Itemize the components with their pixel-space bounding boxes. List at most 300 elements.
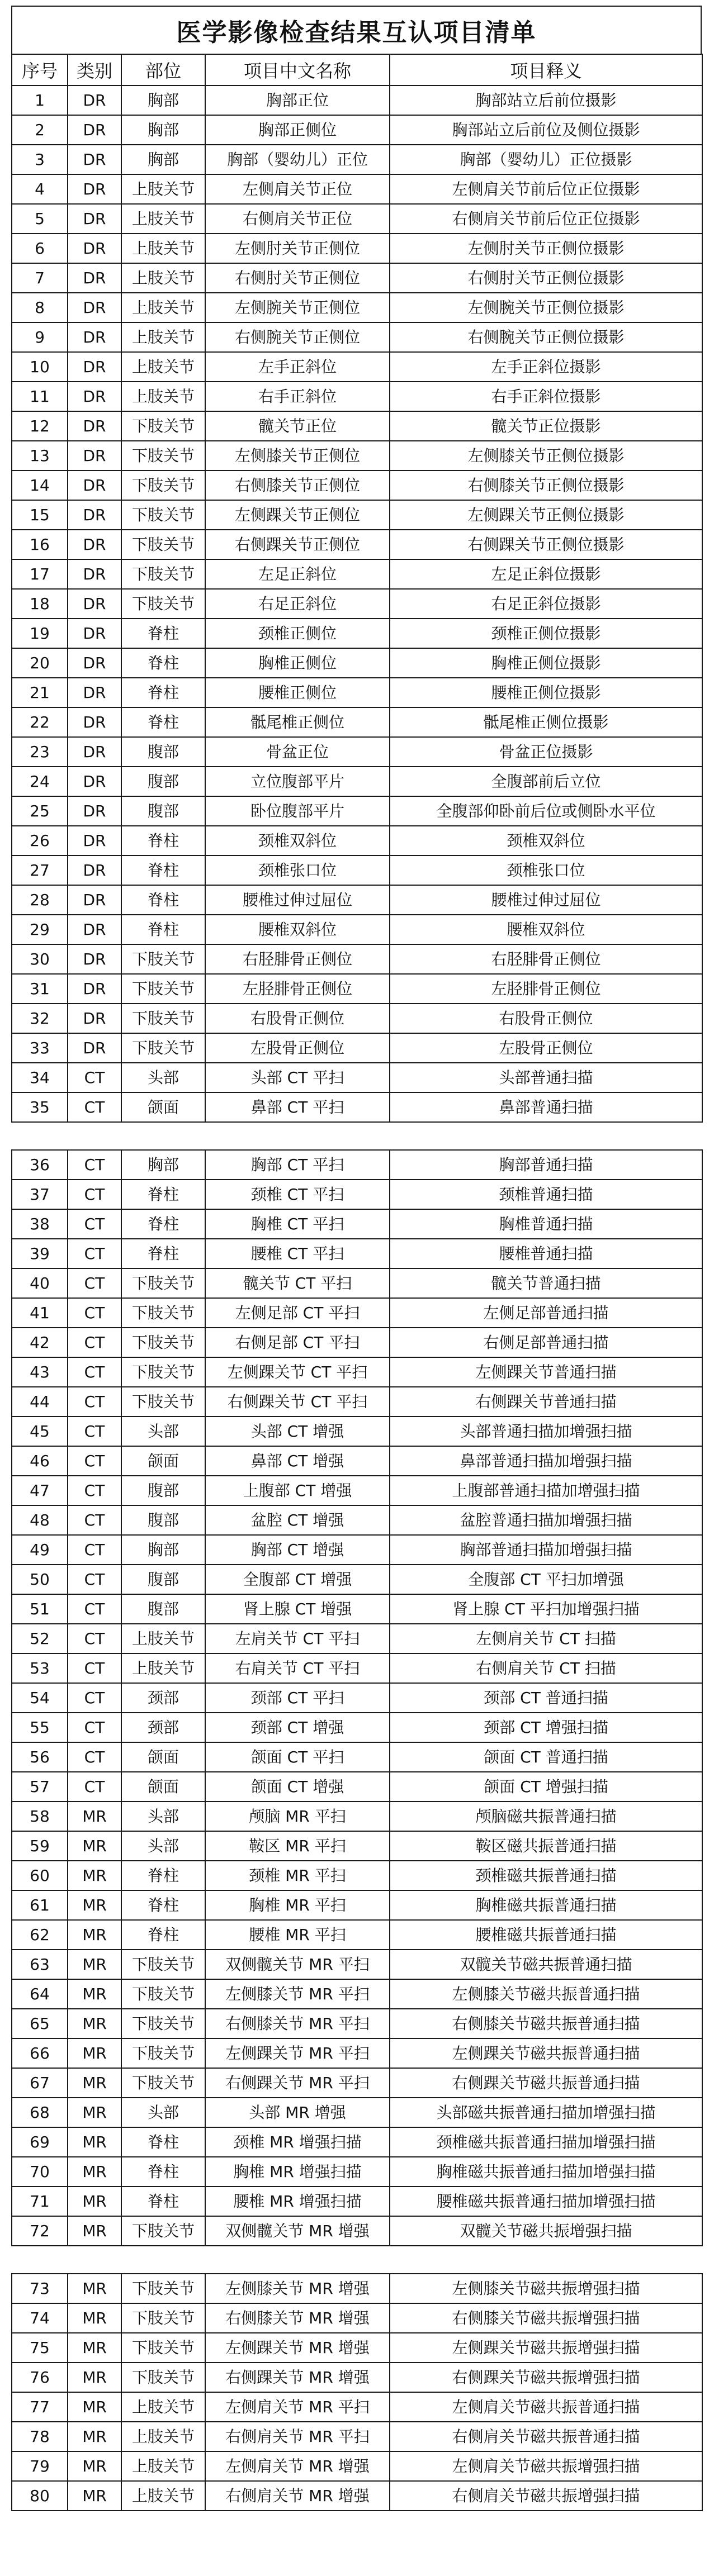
cell-category: DR (68, 441, 121, 470)
cell-category: DR (68, 382, 121, 411)
cell-body-part: 下肢关节 (121, 2333, 205, 2363)
cell-item-name: 颈椎 MR 平扫 (205, 1861, 390, 1890)
cell-category: CT (68, 1476, 121, 1505)
cell-item-description: 颈部 CT 增强扫描 (390, 1713, 702, 1742)
cell-category: DR (68, 293, 121, 322)
cell-index: 19 (12, 619, 68, 648)
cell-body-part: 胸部 (121, 115, 205, 145)
table-row (12, 1063, 702, 1092)
cell-item-name: 胸椎 MR 平扫 (205, 1890, 390, 1920)
cell-category: DR (68, 500, 121, 530)
cell-item-description: 右侧肘关节正侧位摄影 (390, 263, 702, 293)
table-row (12, 1831, 702, 1861)
cell-item-name: 右足正斜位 (205, 589, 390, 619)
table-row (12, 2303, 702, 2333)
cell-category: CT (68, 1594, 121, 1624)
cell-category: DR (68, 530, 121, 559)
cell-item-name: 头部 CT 增强 (205, 1417, 390, 1446)
cell-index: 31 (12, 974, 68, 1004)
table-row (12, 2038, 702, 2068)
cell-index: 47 (12, 1476, 68, 1505)
cell-category: MR (68, 2422, 121, 2451)
cell-body-part: 下肢关节 (121, 441, 205, 470)
table-row (12, 1772, 702, 1802)
cell-body-part: 下肢关节 (121, 1387, 205, 1417)
cell-body-part: 脊柱 (121, 1209, 205, 1239)
cell-body-part: 脊柱 (121, 2187, 205, 2216)
cell-index: 59 (12, 1831, 68, 1861)
cell-item-description: 胸椎正侧位摄影 (390, 648, 702, 678)
cell-item-name: 右侧肩关节 MR 增强 (205, 2481, 390, 2511)
cell-category: DR (68, 1004, 121, 1033)
cell-category: CT (68, 1357, 121, 1387)
cell-item-description: 胸部站立后前位摄影 (390, 85, 702, 115)
cell-index: 63 (12, 1950, 68, 1979)
cell-body-part: 颌面 (121, 1092, 205, 1122)
cell-item-name: 胸椎 MR 增强扫描 (205, 2157, 390, 2187)
cell-index: 14 (12, 470, 68, 500)
cell-item-name: 左侧肘关节正侧位 (205, 234, 390, 263)
cell-item-description: 胸椎磁共振普通扫描加增强扫描 (390, 2157, 702, 2187)
cell-item-name: 卧位腹部平片 (205, 796, 390, 826)
table-row (12, 2333, 702, 2363)
cell-index: 38 (12, 1209, 68, 1239)
table-row (12, 1328, 702, 1357)
cell-category: CT (68, 1535, 121, 1565)
cell-category: DR (68, 411, 121, 441)
table-row (12, 648, 702, 678)
cell-item-name: 右侧踝关节正侧位 (205, 530, 390, 559)
cell-body-part: 脊柱 (121, 707, 205, 737)
cell-category: CT (68, 1180, 121, 1209)
cell-body-part: 颈部 (121, 1683, 205, 1713)
cell-index: 2 (12, 115, 68, 145)
cell-item-name: 颈椎 MR 增强扫描 (205, 2127, 390, 2157)
cell-category: CT (68, 1446, 121, 1476)
cell-index: 79 (12, 2451, 68, 2481)
cell-category: CT (68, 1150, 121, 1180)
cell-index: 22 (12, 707, 68, 737)
table-row (12, 1476, 702, 1505)
cell-category: DR (68, 263, 121, 293)
header-item-description: 项目释义 (390, 54, 702, 85)
cell-body-part: 颌面 (121, 1742, 205, 1772)
cell-body-part: 下肢关节 (121, 2009, 205, 2038)
cell-body-part: 胸部 (121, 85, 205, 115)
cell-index: 44 (12, 1387, 68, 1417)
cell-body-part: 上肢关节 (121, 2451, 205, 2481)
cell-index: 6 (12, 234, 68, 263)
cell-body-part: 脊柱 (121, 619, 205, 648)
cell-item-name: 双侧髋关节 MR 平扫 (205, 1950, 390, 1979)
cell-index: 13 (12, 441, 68, 470)
document (11, 0, 702, 2511)
cell-category: DR (68, 322, 121, 352)
cell-category: DR (68, 974, 121, 1004)
cell-item-description: 鼻部普通扫描 (390, 1092, 702, 1122)
cell-item-description: 髋关节正位摄影 (390, 411, 702, 441)
cell-index: 43 (12, 1357, 68, 1387)
header-row (12, 54, 702, 85)
table-row (12, 115, 702, 145)
table-row (12, 2363, 702, 2392)
cell-item-description: 左侧肩关节磁共振普通扫描 (390, 2392, 702, 2422)
cell-body-part: 颌面 (121, 1446, 205, 1476)
cell-body-part: 下肢关节 (121, 1357, 205, 1387)
cell-item-description: 右侧肩关节 CT 扫描 (390, 1653, 702, 1683)
cell-category: DR (68, 204, 121, 234)
cell-index: 71 (12, 2187, 68, 2216)
table-row (12, 589, 702, 619)
cell-item-description: 左侧膝关节磁共振增强扫描 (390, 2274, 702, 2303)
table-row (12, 1180, 702, 1209)
cell-item-description: 骨盆正位摄影 (390, 737, 702, 767)
cell-item-description: 肾上腺 CT 平扫加增强扫描 (390, 1594, 702, 1624)
cell-item-description: 颌面 CT 普通扫描 (390, 1742, 702, 1772)
cell-body-part: 下肢关节 (121, 1298, 205, 1328)
cell-category: CT (68, 1328, 121, 1357)
cell-index: 80 (12, 2481, 68, 2511)
cell-index: 36 (12, 1150, 68, 1180)
cell-body-part: 脊柱 (121, 856, 205, 885)
cell-category: DR (68, 737, 121, 767)
table-row (12, 2451, 702, 2481)
cell-item-description: 颈椎磁共振普通扫描加增强扫描 (390, 2127, 702, 2157)
cell-item-name: 颈椎双斜位 (205, 826, 390, 856)
cell-index: 34 (12, 1063, 68, 1092)
cell-category: DR (68, 619, 121, 648)
cell-item-description: 左侧肩关节磁共振增强扫描 (390, 2451, 702, 2481)
cell-body-part: 脊柱 (121, 648, 205, 678)
cell-category: CT (68, 1239, 121, 1268)
cell-item-description: 左侧膝关节正侧位摄影 (390, 441, 702, 470)
table-row (12, 1950, 702, 1979)
cell-category: DR (68, 145, 121, 174)
cell-body-part: 上肢关节 (121, 1653, 205, 1683)
cell-category: CT (68, 1713, 121, 1742)
cell-item-description: 腰椎磁共振普通扫描 (390, 1920, 702, 1950)
cell-item-description: 全腹部 CT 平扫加增强 (390, 1565, 702, 1594)
cell-index: 67 (12, 2068, 68, 2098)
cell-index: 33 (12, 1033, 68, 1063)
cell-item-description: 胸部站立后前位及侧位摄影 (390, 115, 702, 145)
table-row (12, 707, 702, 737)
cell-item-name: 左手正斜位 (205, 352, 390, 382)
cell-category: DR (68, 915, 121, 944)
cell-item-description: 右侧踝关节正侧位摄影 (390, 530, 702, 559)
cell-item-description: 左侧肘关节正侧位摄影 (390, 234, 702, 263)
cell-index: 56 (12, 1742, 68, 1772)
cell-category: CT (68, 1298, 121, 1328)
table-row (12, 1535, 702, 1565)
cell-category: DR (68, 796, 121, 826)
cell-item-description: 腰椎磁共振普通扫描加增强扫描 (390, 2187, 702, 2216)
cell-category: DR (68, 589, 121, 619)
cell-body-part: 腹部 (121, 1565, 205, 1594)
cell-item-description: 颈椎正侧位摄影 (390, 619, 702, 648)
cell-item-description: 右侧膝关节磁共振增强扫描 (390, 2303, 702, 2333)
table-row (12, 1239, 702, 1268)
table-row (12, 1624, 702, 1653)
cell-item-description: 左侧肩关节 CT 扫描 (390, 1624, 702, 1653)
cell-index: 11 (12, 382, 68, 411)
table-section-2 (11, 1149, 703, 2246)
cell-body-part: 下肢关节 (121, 411, 205, 441)
cell-item-name: 右股骨正侧位 (205, 1004, 390, 1033)
cell-item-name: 左侧肩关节正位 (205, 174, 390, 204)
table-row (12, 1653, 702, 1683)
cell-category: CT (68, 1505, 121, 1535)
cell-index: 45 (12, 1417, 68, 1446)
cell-index: 28 (12, 885, 68, 915)
cell-index: 18 (12, 589, 68, 619)
cell-item-name: 左胫腓骨正侧位 (205, 974, 390, 1004)
cell-item-description: 左股骨正侧位 (390, 1033, 702, 1063)
table-row (12, 1446, 702, 1476)
cell-item-description: 颈椎磁共振普通扫描 (390, 1861, 702, 1890)
cell-category: MR (68, 2363, 121, 2392)
cell-item-name: 右肩关节 CT 平扫 (205, 1653, 390, 1683)
cell-item-name: 颈椎正侧位 (205, 619, 390, 648)
cell-body-part: 脊柱 (121, 885, 205, 915)
table-row (12, 322, 702, 352)
cell-item-name: 左侧踝关节 MR 平扫 (205, 2038, 390, 2068)
table-row (12, 1417, 702, 1446)
cell-body-part: 下肢关节 (121, 2303, 205, 2333)
cell-category: DR (68, 174, 121, 204)
cell-index: 69 (12, 2127, 68, 2157)
cell-index: 68 (12, 2098, 68, 2127)
cell-body-part: 脊柱 (121, 1920, 205, 1950)
cell-body-part: 下肢关节 (121, 500, 205, 530)
cell-item-name: 颅脑 MR 平扫 (205, 1802, 390, 1831)
cell-item-description: 右手正斜位摄影 (390, 382, 702, 411)
table-row (12, 737, 702, 767)
cell-item-name: 左侧踝关节 MR 增强 (205, 2333, 390, 2363)
cell-item-name: 颈部 CT 平扫 (205, 1683, 390, 1713)
cell-item-description: 腰椎普通扫描 (390, 1239, 702, 1268)
cell-body-part: 下肢关节 (121, 1004, 205, 1033)
cell-body-part: 下肢关节 (121, 1979, 205, 2009)
cell-item-name: 肾上腺 CT 增强 (205, 1594, 390, 1624)
cell-item-description: 左胫腓骨正侧位 (390, 974, 702, 1004)
cell-body-part: 腹部 (121, 1594, 205, 1624)
cell-index: 5 (12, 204, 68, 234)
table-row (12, 530, 702, 559)
cell-index: 41 (12, 1298, 68, 1328)
table-row (12, 500, 702, 530)
table-row (12, 678, 702, 707)
cell-item-description: 双髋关节磁共振普通扫描 (390, 1950, 702, 1979)
document-title: 医学影像检查结果互认项目清单 (11, 6, 702, 54)
cell-body-part: 脊柱 (121, 826, 205, 856)
cell-category: MR (68, 2392, 121, 2422)
table-row (12, 441, 702, 470)
cell-item-description: 左足正斜位摄影 (390, 559, 702, 589)
table-row (12, 1565, 702, 1594)
cell-body-part: 胸部 (121, 145, 205, 174)
cell-body-part: 上肢关节 (121, 382, 205, 411)
cell-index: 62 (12, 1920, 68, 1950)
cell-body-part: 上肢关节 (121, 352, 205, 382)
cell-item-name: 头部 CT 平扫 (205, 1063, 390, 1092)
cell-category: MR (68, 1831, 121, 1861)
cell-item-description: 胸椎普通扫描 (390, 1209, 702, 1239)
cell-category: CT (68, 1268, 121, 1298)
cell-body-part: 下肢关节 (121, 559, 205, 589)
table-row (12, 885, 702, 915)
cell-item-description: 右股骨正侧位 (390, 1004, 702, 1033)
table-row (12, 2392, 702, 2422)
header-item-name: 项目中文名称 (205, 54, 390, 85)
table-row (12, 470, 702, 500)
cell-item-name: 腰椎双斜位 (205, 915, 390, 944)
cell-category: MR (68, 1802, 121, 1831)
table-section-3 (11, 2273, 703, 2511)
table-row (12, 1713, 702, 1742)
cell-body-part: 上肢关节 (121, 1624, 205, 1653)
table-row (12, 1802, 702, 1831)
cell-item-description: 胸椎磁共振普通扫描 (390, 1890, 702, 1920)
table-row (12, 1092, 702, 1122)
cell-index: 65 (12, 2009, 68, 2038)
cell-item-name: 右手正斜位 (205, 382, 390, 411)
table-row (12, 1004, 702, 1033)
cell-item-description: 左侧踝关节磁共振普通扫描 (390, 2038, 702, 2068)
cell-index: 73 (12, 2274, 68, 2303)
cell-index: 57 (12, 1772, 68, 1802)
cell-item-name: 腰椎 MR 平扫 (205, 1920, 390, 1950)
table-row (12, 2481, 702, 2511)
cell-item-name: 胸部正位 (205, 85, 390, 115)
table-row (12, 1357, 702, 1387)
cell-category: MR (68, 2481, 121, 2511)
cell-item-name: 左侧肩关节 MR 增强 (205, 2451, 390, 2481)
cell-category: DR (68, 944, 121, 974)
cell-index: 32 (12, 1004, 68, 1033)
cell-item-name: 腰椎过伸过屈位 (205, 885, 390, 915)
cell-index: 78 (12, 2422, 68, 2451)
cell-item-description: 颌面 CT 增强扫描 (390, 1772, 702, 1802)
cell-index: 58 (12, 1802, 68, 1831)
table-row (12, 293, 702, 322)
cell-index: 29 (12, 915, 68, 944)
cell-item-name: 胸椎正侧位 (205, 648, 390, 678)
cell-index: 55 (12, 1713, 68, 1742)
cell-item-name: 右侧肩关节正位 (205, 204, 390, 234)
cell-index: 40 (12, 1268, 68, 1298)
cell-category: DR (68, 767, 121, 796)
table-row (12, 2216, 702, 2246)
cell-item-description: 头部普通扫描加增强扫描 (390, 1417, 702, 1446)
cell-index: 60 (12, 1861, 68, 1890)
table-row (12, 1594, 702, 1624)
table-row (12, 204, 702, 234)
table-row (12, 263, 702, 293)
cell-body-part: 下肢关节 (121, 2038, 205, 2068)
cell-item-name: 盆腔 CT 增强 (205, 1505, 390, 1535)
cell-body-part: 上肢关节 (121, 174, 205, 204)
cell-category: MR (68, 2303, 121, 2333)
table-row (12, 944, 702, 974)
cell-body-part: 脊柱 (121, 915, 205, 944)
table-row (12, 352, 702, 382)
cell-index: 7 (12, 263, 68, 293)
cell-category: MR (68, 2216, 121, 2246)
cell-item-description: 右侧踝关节磁共振增强扫描 (390, 2363, 702, 2392)
cell-item-description: 右侧足部普通扫描 (390, 1328, 702, 1357)
cell-body-part: 脊柱 (121, 1861, 205, 1890)
cell-item-name: 左侧膝关节正侧位 (205, 441, 390, 470)
table-row (12, 1298, 702, 1328)
cell-index: 51 (12, 1594, 68, 1624)
cell-category: DR (68, 648, 121, 678)
table-row (12, 2274, 702, 2303)
cell-item-name: 右胫腓骨正侧位 (205, 944, 390, 974)
cell-item-description: 上腹部普通扫描加增强扫描 (390, 1476, 702, 1505)
cell-index: 39 (12, 1239, 68, 1268)
cell-body-part: 胸部 (121, 1535, 205, 1565)
cell-item-name: 左侧肩关节 MR 平扫 (205, 2392, 390, 2422)
cell-index: 4 (12, 174, 68, 204)
table-row (12, 796, 702, 826)
cell-body-part: 腹部 (121, 737, 205, 767)
cell-index: 64 (12, 1979, 68, 2009)
cell-body-part: 下肢关节 (121, 530, 205, 559)
cell-body-part: 上肢关节 (121, 234, 205, 263)
cell-item-name: 髋关节正位 (205, 411, 390, 441)
table-row (12, 2009, 702, 2038)
cell-category: DR (68, 470, 121, 500)
cell-category: MR (68, 2127, 121, 2157)
cell-item-name: 右侧膝关节 MR 平扫 (205, 2009, 390, 2038)
cell-body-part: 头部 (121, 1802, 205, 1831)
cell-item-description: 头部普通扫描 (390, 1063, 702, 1092)
cell-category: MR (68, 2187, 121, 2216)
cell-item-description: 胸部普通扫描 (390, 1150, 702, 1180)
cell-body-part: 头部 (121, 2098, 205, 2127)
cell-item-description: 骶尾椎正侧位摄影 (390, 707, 702, 737)
cell-index: 35 (12, 1092, 68, 1122)
cell-body-part: 上肢关节 (121, 263, 205, 293)
cell-index: 15 (12, 500, 68, 530)
table-row (12, 559, 702, 589)
cell-category: MR (68, 2098, 121, 2127)
cell-category: DR (68, 85, 121, 115)
cell-body-part: 下肢关节 (121, 2363, 205, 2392)
cell-index: 12 (12, 411, 68, 441)
cell-item-name: 上腹部 CT 增强 (205, 1476, 390, 1505)
cell-index: 75 (12, 2333, 68, 2363)
cell-item-name: 左足正斜位 (205, 559, 390, 589)
cell-item-name: 颈椎张口位 (205, 856, 390, 885)
cell-index: 49 (12, 1535, 68, 1565)
page-gap (11, 2246, 702, 2273)
cell-index: 21 (12, 678, 68, 707)
cell-item-name: 左侧膝关节 MR 平扫 (205, 1979, 390, 2009)
table-row (12, 2187, 702, 2216)
cell-item-description: 左侧踝关节正侧位摄影 (390, 500, 702, 530)
cell-item-description: 左侧膝关节磁共振普通扫描 (390, 1979, 702, 2009)
table-row (12, 2068, 702, 2098)
cell-body-part: 下肢关节 (121, 1268, 205, 1298)
cell-category: MR (68, 2038, 121, 2068)
cell-item-name: 左侧足部 CT 平扫 (205, 1298, 390, 1328)
cell-body-part: 脊柱 (121, 1239, 205, 1268)
cell-index: 52 (12, 1624, 68, 1653)
cell-item-name: 胸部 CT 增强 (205, 1535, 390, 1565)
cell-category: CT (68, 1683, 121, 1713)
